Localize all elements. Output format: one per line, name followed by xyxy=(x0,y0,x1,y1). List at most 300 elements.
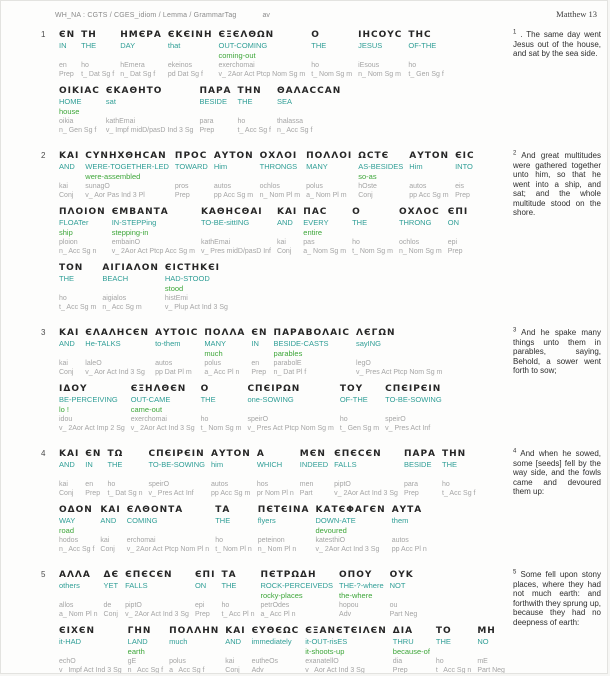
lemma: oikia xyxy=(59,118,74,125)
lemma: ploion xyxy=(59,239,78,246)
gloss-idiom: entire xyxy=(303,228,323,237)
word-block xyxy=(148,448,205,498)
lemma: kai xyxy=(100,537,110,544)
verse-group xyxy=(41,448,603,560)
word-block xyxy=(257,448,294,498)
lemma: ho xyxy=(59,295,67,302)
lemma: hodos xyxy=(59,537,79,544)
gloss-idiom xyxy=(390,591,418,601)
greek-word: ΤΗ xyxy=(81,30,97,40)
gloss-caps: OUT-COMING xyxy=(218,41,268,50)
word-block xyxy=(168,29,213,79)
word-block xyxy=(252,625,300,674)
gloss-caps: BE-PERCEIVING xyxy=(59,395,118,404)
verse-number: 3 xyxy=(41,328,46,337)
gloss-idiom: the-where xyxy=(339,591,373,600)
lemma: piptO xyxy=(125,602,142,609)
greek-word: ΤΟ xyxy=(435,626,452,636)
kjv-verse-number: 4 xyxy=(513,448,517,455)
lemma: pros xyxy=(174,183,189,190)
lemma: ochlos xyxy=(398,239,420,246)
word-block xyxy=(442,448,475,498)
lemma: ho xyxy=(442,481,450,488)
greek-word: ΔΙΑ xyxy=(392,626,414,636)
gloss-caps: THE xyxy=(221,581,237,590)
lemma: hos xyxy=(256,481,269,488)
lemma: autos xyxy=(155,360,173,367)
gloss-idiom xyxy=(358,51,402,61)
grammar-tag: Part Neg xyxy=(389,611,418,618)
gloss-caps: TO-BE-SOWING xyxy=(385,395,442,404)
gloss-idiom xyxy=(104,591,120,601)
word-block xyxy=(260,150,300,200)
grammar-tag: Prep xyxy=(199,127,215,134)
lemma: sunagO xyxy=(85,183,110,190)
word-block xyxy=(340,383,379,433)
layer-labels: WH_NA : CGTS / CGES_idiom / Lemma / GrammarTag xyxy=(55,12,237,19)
interlinear-row xyxy=(59,29,510,79)
gloss-caps: him xyxy=(211,460,224,469)
grammar-tag: t_ Nom Sg m xyxy=(352,248,393,255)
gloss-idiom xyxy=(247,405,333,415)
gloss-caps: TO-BE-sittING xyxy=(200,218,250,227)
lemma: pas xyxy=(303,239,315,246)
gloss-idiom xyxy=(404,470,436,480)
translation-mode-label: av xyxy=(262,12,270,19)
greek-word: ЄΝ xyxy=(251,328,268,338)
greek-word: ΚΑΙ xyxy=(100,505,121,515)
grammar-tag: pp Acc Pl n xyxy=(391,546,427,553)
gloss-idiom xyxy=(59,349,79,359)
word-block xyxy=(311,29,352,79)
gloss-idiom xyxy=(399,228,442,238)
gloss-idiom: parables xyxy=(273,349,303,358)
lemma: eis xyxy=(455,183,465,190)
grammar-tag: v_ Impf Act Ind 3 Sg xyxy=(59,667,122,674)
greek-word: ΚΑΙ xyxy=(59,449,80,459)
lemma: legO xyxy=(356,360,371,367)
gloss-caps: DAY xyxy=(120,41,136,50)
gloss-idiom xyxy=(175,172,208,182)
lemma: peteinon xyxy=(257,537,285,544)
gloss-caps: THRU xyxy=(392,637,414,646)
gloss-idiom xyxy=(106,107,194,117)
lemma: exerchomai xyxy=(218,62,255,69)
gloss-caps: IN-STEPPing xyxy=(111,218,157,227)
verse-number: 1 xyxy=(41,30,46,39)
lemma: echO xyxy=(59,658,76,665)
word-block xyxy=(358,150,403,200)
lemma: thalassa xyxy=(276,118,304,125)
gloss-idiom xyxy=(306,172,352,182)
word-block xyxy=(385,383,442,433)
lemma: laleO xyxy=(85,360,102,367)
grammar-tag: pp Acc Sg m xyxy=(409,192,449,199)
gloss-idiom xyxy=(277,228,297,238)
lemma: iEsous xyxy=(358,62,380,69)
lemma: en xyxy=(251,360,260,367)
gloss-caps: sayING xyxy=(356,339,382,348)
grammar-tag: Adv xyxy=(339,611,352,618)
greek-word: ΤΗΝ xyxy=(442,449,467,459)
gloss-caps: OF-THE xyxy=(339,395,368,404)
interlinear-row xyxy=(59,448,510,498)
gloss-idiom xyxy=(169,647,219,657)
gloss-caps: NO xyxy=(477,637,489,646)
gloss-idiom: stood xyxy=(164,284,184,293)
grammar-tag: n_ Acc Sg f xyxy=(127,667,164,674)
gloss-idiom xyxy=(102,284,159,294)
greek-word: ΜЄΝ xyxy=(299,449,326,459)
grammar-tag: pp Acc Sg m xyxy=(213,192,254,199)
gloss-caps: Him xyxy=(409,162,423,171)
greek-word: ΑΥΤΟΝ xyxy=(409,151,450,161)
gloss-caps: MANY xyxy=(306,162,328,171)
grammar-tag: t_ Acc Sg n xyxy=(435,667,472,674)
gloss-caps: ON xyxy=(447,218,459,227)
interlinear-block xyxy=(59,569,510,674)
gloss-idiom: it-shoots-up xyxy=(305,647,345,656)
grammar-tag: v_ Pres midD/pasD Inf xyxy=(200,248,271,255)
gloss-caps: BESIDE xyxy=(403,460,432,469)
gloss-caps: THE xyxy=(311,41,327,50)
lemma: erchomai xyxy=(126,537,156,544)
word-block xyxy=(59,29,75,79)
greek-word: ЄΝ xyxy=(59,30,76,40)
verse-group xyxy=(41,29,603,141)
gloss-caps: ON xyxy=(194,581,207,590)
gloss-idiom xyxy=(334,470,398,480)
verse-number: 4 xyxy=(41,449,46,458)
word-block xyxy=(131,383,195,433)
gloss-caps: SEA xyxy=(276,97,292,106)
word-block xyxy=(274,327,350,377)
grammar-tag: pp Dat Pl m xyxy=(155,369,192,376)
lemma: polus xyxy=(306,183,323,190)
interlinear-row xyxy=(59,85,510,135)
lemma: mE xyxy=(477,658,488,665)
gloss-idiom xyxy=(477,647,505,657)
kjv-verse-text: $^4$ And when he sowed, some [seeds] fell by the way side, and the fowls came and devoured them up: xyxy=(513,448,601,496)
word-block xyxy=(258,504,310,554)
grammar-tag: v_ Pres Act Ptcp Nom Sg m xyxy=(356,369,443,376)
lemma: ho xyxy=(81,62,89,69)
grammar-tag: Part xyxy=(299,490,313,497)
grammar-tag: v_ Pres Act Inf xyxy=(148,490,194,497)
word-block xyxy=(59,569,98,619)
gloss-caps: BESIDE xyxy=(199,97,227,106)
grammar-tag: t_ Dat Sg f xyxy=(81,71,115,78)
interlinear-row xyxy=(59,383,510,433)
gloss-idiom xyxy=(311,51,352,61)
word-block xyxy=(85,327,149,377)
greek-word: ΠΑΡΑ xyxy=(199,86,232,96)
lemma: ho xyxy=(408,62,417,69)
grammar-tag: a_ Nom Pl n xyxy=(59,611,98,618)
word-block xyxy=(390,569,418,619)
word-block xyxy=(214,150,254,200)
gloss-idiom xyxy=(214,172,254,182)
greek-word: ЄΚЄΙΝΗ xyxy=(167,30,213,40)
interlinear-row xyxy=(59,327,510,377)
greek-word: ϹΠЄΙΡΩΝ xyxy=(247,384,301,394)
grammar-tag: n_ Acc Sg n xyxy=(59,248,97,255)
grammar-tag: t_ Gen Sg m xyxy=(339,425,380,432)
lemma: kai xyxy=(276,239,286,246)
greek-word: ЄΙϹ xyxy=(455,151,475,161)
lemma: men xyxy=(299,481,314,488)
gloss-caps: NOT xyxy=(389,581,406,590)
greek-word: ΟΥΚ xyxy=(389,570,414,580)
greek-word: ЄΙϹΤΗΚЄΙ xyxy=(164,263,221,273)
greek-word: Ο xyxy=(311,30,320,40)
gloss-caps: BEACH xyxy=(102,274,129,283)
word-block xyxy=(125,569,189,619)
gloss-caps: JESUS xyxy=(358,41,383,50)
gloss-idiom xyxy=(85,470,101,480)
gloss-idiom: rocky-places xyxy=(260,591,303,600)
grammar-tag: t_ Dat Sg n xyxy=(107,490,143,497)
gloss-caps: WERE-TOGETHER-LED xyxy=(85,162,169,171)
grammar-tag: Conj xyxy=(358,192,373,199)
greek-word: ΚΑΤЄΦΑΓЄΝ xyxy=(315,505,386,515)
lemma: en xyxy=(85,481,94,488)
greek-word: ΑΙΓΙΑΛΟΝ xyxy=(102,263,159,273)
grammar-tag: Prep xyxy=(455,192,470,199)
lemma: kai xyxy=(59,360,68,367)
kjv-verse-text: $^5$ Some fell upon stony places, where they had not much earth: and forthwith they sprung up, because they had no deepness of earth: xyxy=(513,569,601,627)
gloss-caps: THRONG xyxy=(398,218,432,227)
interlinear-row xyxy=(59,504,510,554)
word-block xyxy=(316,504,386,554)
interlinear-block xyxy=(59,448,510,560)
grammar-tag: t_ Acc Sg f xyxy=(237,127,271,134)
gloss-idiom xyxy=(258,526,310,536)
word-block xyxy=(477,625,505,674)
grammar-tag: n_ Nom Pl m xyxy=(259,192,301,199)
lemma: piptO xyxy=(334,481,351,488)
word-block xyxy=(238,85,271,135)
grammar-tag: t_ Acc Sg f xyxy=(442,490,476,497)
gloss-idiom xyxy=(252,647,300,657)
grammar-tag: Prep xyxy=(403,490,419,497)
grammar-tag: Conj xyxy=(276,248,292,255)
word-block xyxy=(169,625,219,674)
grammar-tag: Conj xyxy=(59,192,74,199)
lemma: polus xyxy=(204,360,222,367)
word-block xyxy=(155,327,198,377)
greek-word: ЄΞΑΝЄΤЄΙΛЄΝ xyxy=(305,626,387,636)
gloss-idiom xyxy=(221,591,254,601)
gloss-caps: THRONGS xyxy=(259,162,298,171)
kjv-verse-text: $^1$ . The same day went Jesus out of the house, and sat by the sea side. xyxy=(513,29,601,58)
grammar-tag: Conj xyxy=(100,546,115,553)
kjv-verse-number: 1 xyxy=(513,29,517,36)
grammar-tag: v_ 2Aor Act Ind 3 Sg xyxy=(125,611,189,618)
greek-word: ΟΔΟΝ xyxy=(59,505,93,515)
gloss-caps: DOWN-ATE xyxy=(315,516,356,525)
gloss-idiom xyxy=(107,470,142,480)
greek-word: ЄΚΑΘΗΤΟ xyxy=(105,86,163,96)
word-block xyxy=(195,569,216,619)
grammar-tag: v_ 2Aor Act Imp 2 Sg xyxy=(59,425,125,432)
gloss-caps: THE xyxy=(200,395,216,404)
greek-word: ЄΠЄϹЄΝ xyxy=(334,449,382,459)
gloss-caps: HOME xyxy=(59,97,82,106)
word-block xyxy=(106,85,194,135)
word-block xyxy=(356,327,442,377)
greek-word: Ο xyxy=(200,384,210,394)
gloss-idiom xyxy=(199,107,231,117)
gloss-caps: OF-THE xyxy=(408,41,437,50)
lemma: epi xyxy=(447,239,458,246)
gloss-idiom: earth xyxy=(127,647,145,656)
gloss-caps: THE xyxy=(215,516,231,525)
greek-word: ЄΞΗΛΘЄΝ xyxy=(130,384,187,394)
gloss-caps: that xyxy=(167,41,181,50)
word-block xyxy=(102,262,159,312)
lemma: histEmi xyxy=(164,295,188,302)
grammar-tag: t_ Nom Sg m xyxy=(311,71,353,78)
word-block xyxy=(100,504,120,554)
greek-word: ΤΗϹ xyxy=(408,30,432,40)
gloss-caps: AS-BESIDES xyxy=(358,162,404,171)
word-block xyxy=(392,504,427,554)
greek-word: ΑΥΤΟΙϹ xyxy=(155,328,199,338)
gloss-caps: them xyxy=(391,516,409,525)
gloss-caps: AND xyxy=(276,218,293,227)
gloss-caps: THE-?-where xyxy=(339,581,384,590)
lemma: ho xyxy=(237,118,246,125)
greek-word: ΓΗΝ xyxy=(127,626,152,636)
grammar-tag: Part Neg xyxy=(477,667,505,674)
gloss-idiom xyxy=(300,470,328,480)
gloss-idiom: lo ! xyxy=(59,405,70,414)
verse-number: 2 xyxy=(41,151,46,160)
grammar-tag: n_ Dat Sg f xyxy=(120,71,156,78)
greek-word: ЄΠЄϹЄΝ xyxy=(125,570,173,580)
word-block xyxy=(127,504,209,554)
gloss-idiom xyxy=(448,228,469,238)
greek-word: Ο xyxy=(352,207,361,217)
word-block xyxy=(251,327,267,377)
verse-group xyxy=(41,150,603,318)
greek-word: ЄΝ xyxy=(85,449,102,459)
grammar-tag: pp Acc Sg m xyxy=(211,490,251,497)
word-block xyxy=(261,569,334,619)
gloss-caps: TOWARD xyxy=(174,162,208,171)
lemma: ho xyxy=(215,537,223,544)
grammar-tag: n_ Nom Sg m xyxy=(398,248,442,255)
lemma: ho xyxy=(311,62,320,69)
lemma: epi xyxy=(194,602,205,609)
gloss-idiom xyxy=(168,51,213,61)
grammar-tag: Conj xyxy=(103,611,118,618)
verses-container xyxy=(41,29,603,674)
gloss-caps: YET xyxy=(103,581,119,590)
word-block xyxy=(211,448,251,498)
gloss-caps: MANY xyxy=(204,339,226,348)
gloss-idiom xyxy=(81,51,114,61)
grammar-tag: n_ Acc Sg m xyxy=(102,304,142,311)
word-block xyxy=(59,206,106,256)
lemma: ekeinos xyxy=(167,62,193,69)
word-block xyxy=(112,206,195,256)
lemma: ho xyxy=(221,602,230,609)
interlinear-block xyxy=(59,327,510,439)
word-block xyxy=(218,29,305,79)
word-block xyxy=(300,448,328,498)
gloss-idiom xyxy=(385,405,442,415)
greek-word: ЄΠΙ xyxy=(447,207,469,217)
grammar-tag: pr Nom Pl n xyxy=(256,490,294,497)
greek-word: ΑΥΤΟΝ xyxy=(211,449,251,459)
gloss-idiom xyxy=(257,470,294,480)
gloss-idiom: came-out xyxy=(130,405,163,414)
gloss-caps: it-HAD xyxy=(59,637,82,646)
gloss-caps: INDEED xyxy=(299,460,329,469)
word-block xyxy=(303,206,346,256)
verse-group xyxy=(41,569,603,674)
interlinear-row xyxy=(59,262,510,312)
lemma: dia xyxy=(392,658,403,665)
gloss-idiom xyxy=(125,591,189,601)
greek-word: ΠΟΛΛΑ xyxy=(204,328,246,338)
gloss-idiom xyxy=(352,228,393,238)
greek-word: ΚΑΘΗϹΘΑΙ xyxy=(200,207,263,217)
gloss-caps: OUT-CAME xyxy=(130,395,171,404)
greek-word: ΤΩ xyxy=(107,449,124,459)
gloss-idiom xyxy=(127,526,209,536)
kjv-verse-number: 3 xyxy=(513,327,517,334)
word-block xyxy=(408,29,443,79)
gloss-caps: FLOATer xyxy=(59,218,89,227)
grammar-tag: a_ Acc Pl n xyxy=(204,369,240,376)
gloss-idiom xyxy=(442,470,475,480)
gloss-idiom: coming-out xyxy=(218,51,256,60)
gloss-idiom xyxy=(85,349,149,359)
grammar-tag: n_ Acc Sg f xyxy=(276,127,313,134)
greek-word: ΠЄΤЄΙΝΑ xyxy=(257,505,310,515)
lemma: ou xyxy=(389,602,398,609)
word-block xyxy=(247,383,333,433)
word-block xyxy=(455,150,475,200)
kjv-verse-text: $^2$ And great multitudes were gathered together unto him, so that he went into a ship, and sat; and the whole multitude stood on the shore. xyxy=(513,150,601,217)
grammar-tag: t_ Nom Pl n xyxy=(215,546,252,553)
greek-word: ΚΑΙ xyxy=(59,151,80,161)
gloss-idiom xyxy=(238,107,271,117)
word-block xyxy=(277,85,341,135)
gloss-caps: TO-BE-SOWING xyxy=(148,460,205,469)
greek-word: ΑΥΤΑ xyxy=(391,505,423,515)
greek-word: ΤΟΥ xyxy=(339,384,364,394)
grammar-tag: t_ Acc Pl n xyxy=(221,611,255,618)
lemma: hEmera xyxy=(120,62,145,69)
gloss-idiom xyxy=(340,405,379,415)
gloss-caps: WAY xyxy=(59,516,76,525)
gloss-idiom xyxy=(260,172,300,182)
word-block xyxy=(352,206,393,256)
greek-word: ΗΜЄΡΑ xyxy=(120,30,162,40)
kjv-verse-text: $^3$ And he spake many things unto them in parables, saying, Behold, a sower went forth to sow; xyxy=(513,327,601,375)
lemma: aigialos xyxy=(102,295,127,302)
verse-number: 5 xyxy=(41,570,46,579)
gloss-idiom xyxy=(225,647,245,657)
gloss-caps: THE xyxy=(435,637,451,646)
grammar-tag: Conj xyxy=(59,490,74,497)
word-block xyxy=(201,206,271,256)
gloss-idiom xyxy=(455,172,475,182)
